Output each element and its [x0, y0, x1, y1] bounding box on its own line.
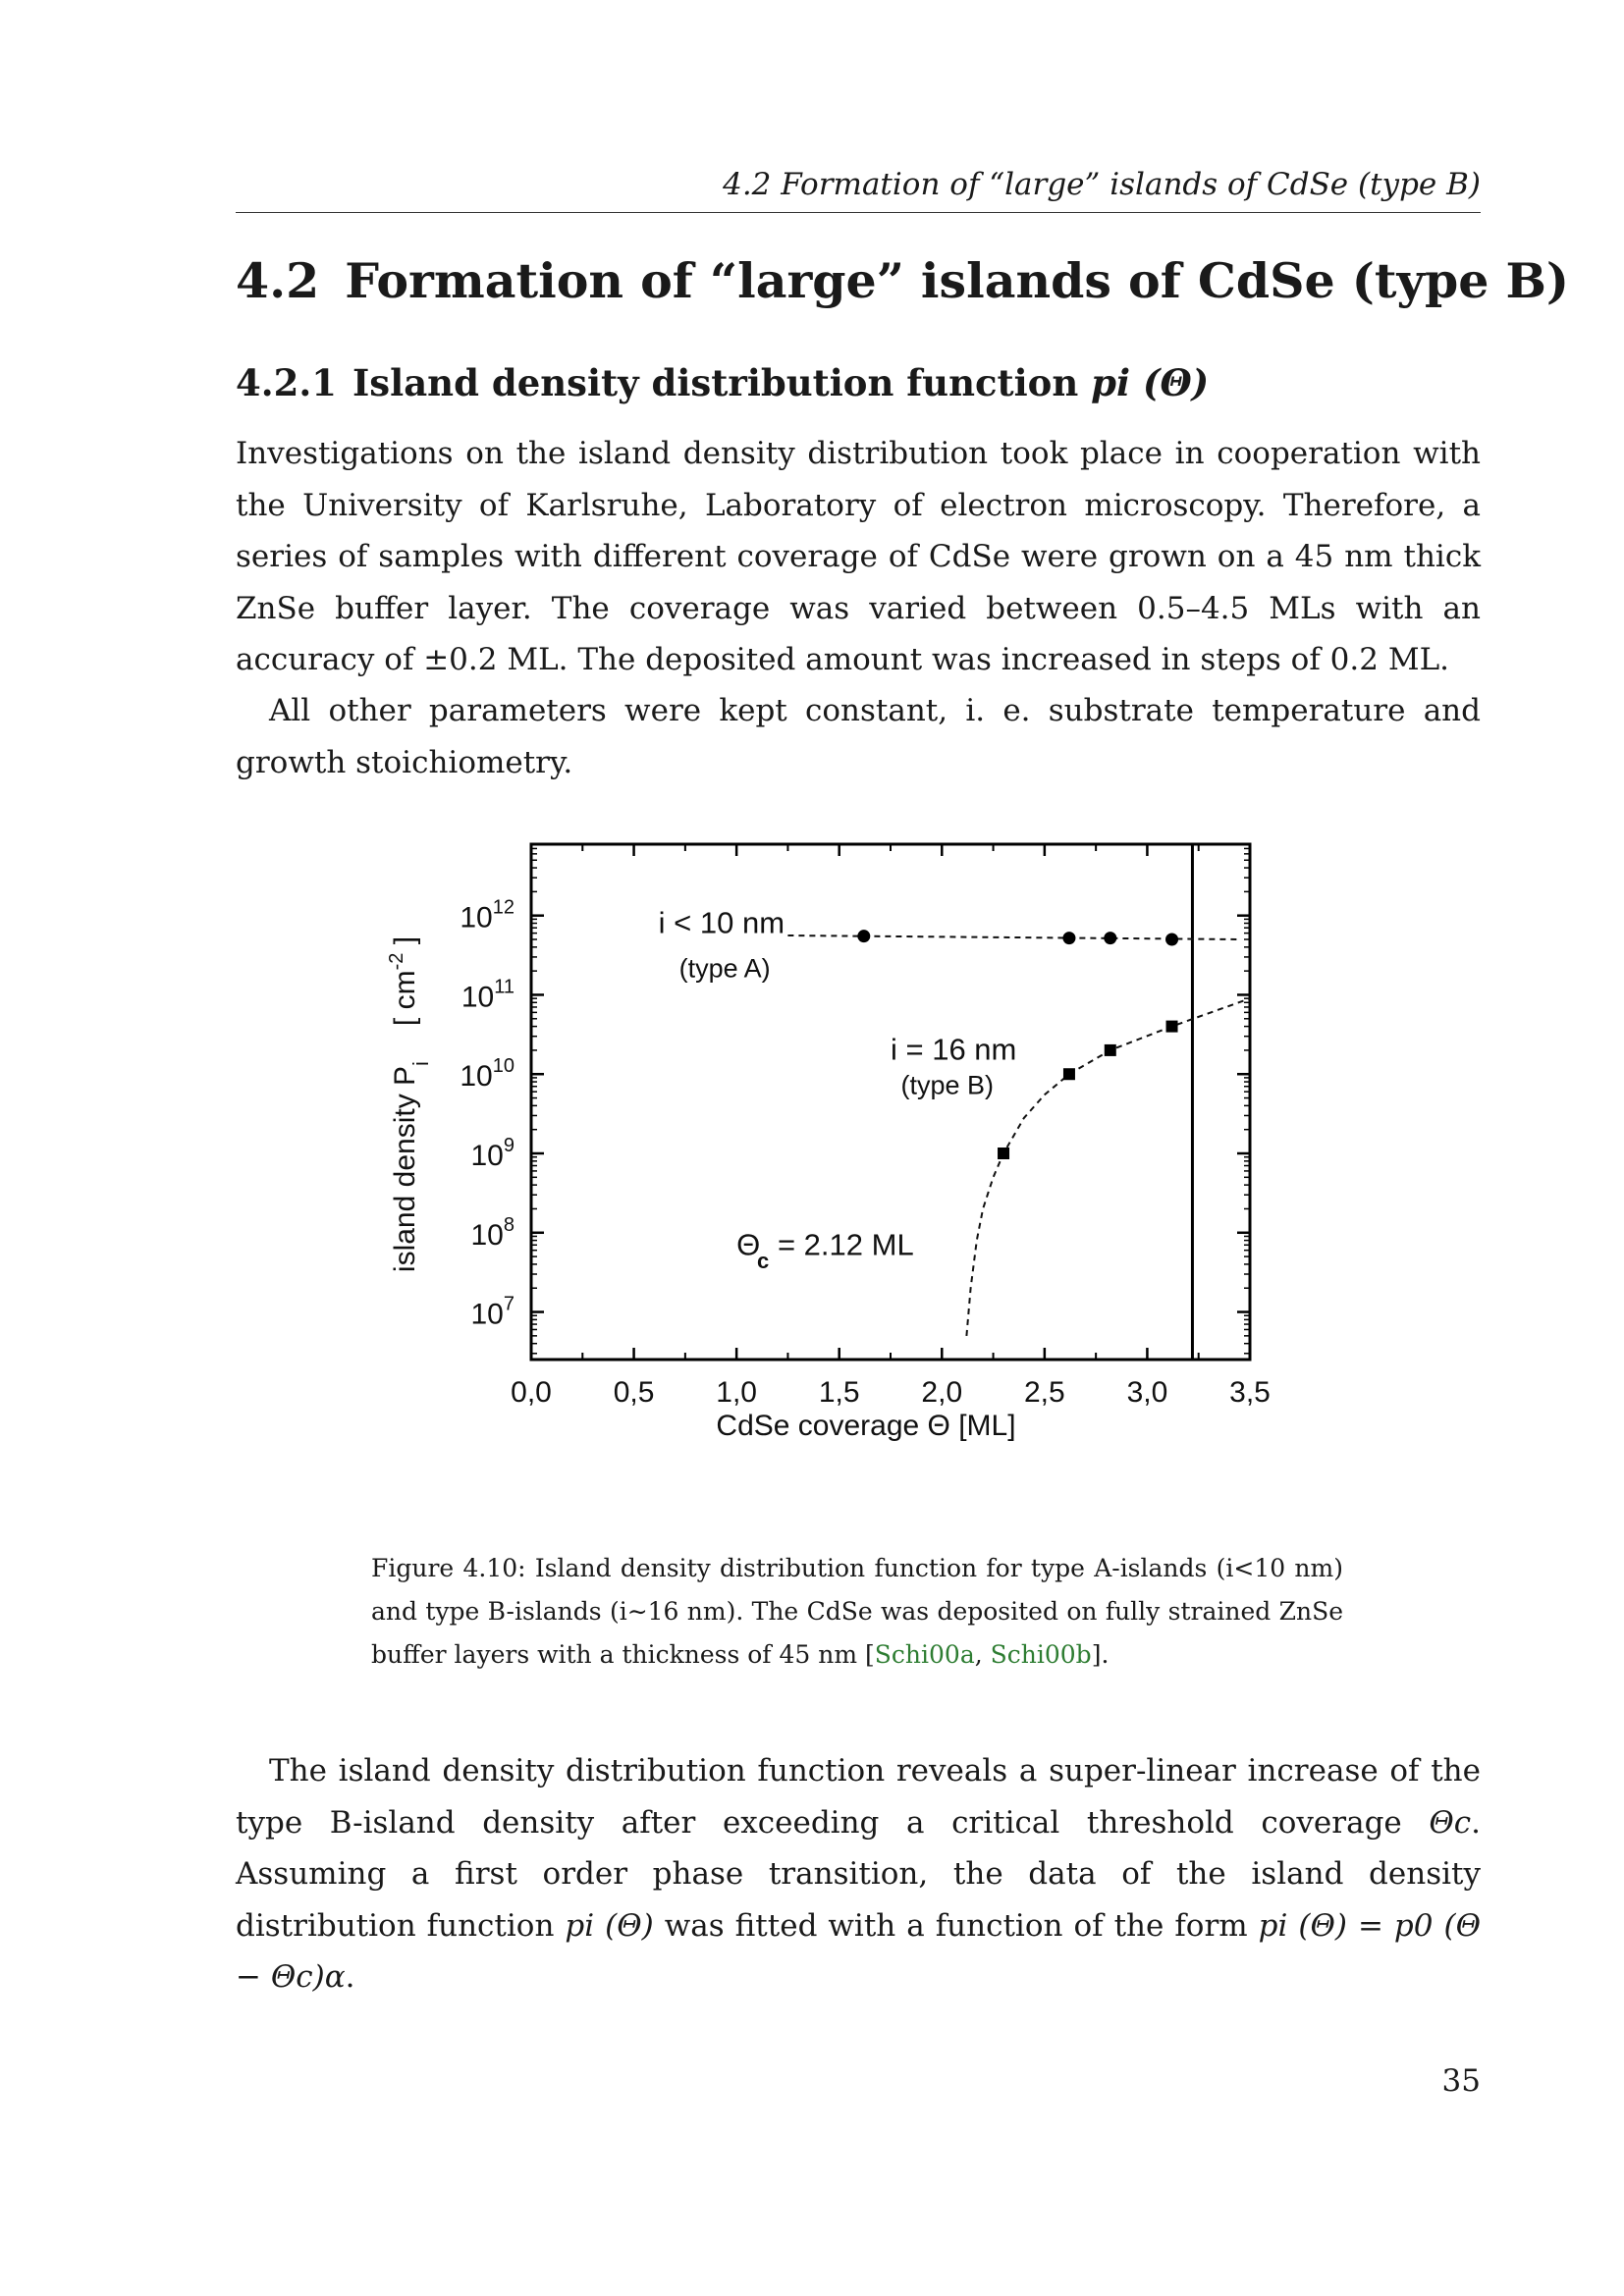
annotation-3: (type B) [900, 1070, 994, 1100]
y-tick-exponent: 8 [503, 1213, 514, 1236]
y-axis-label-unit-close: ] [389, 935, 421, 953]
annotation-6: = 2.12 ML [777, 1227, 914, 1262]
y-tick-base: 10 [470, 1298, 504, 1331]
y-tick-label [460, 897, 514, 934]
paragraph-2 [236, 685, 1481, 788]
section-title [236, 249, 1569, 312]
citation-schi00b[interactable]: Schi00b [990, 1640, 1092, 1669]
subsection-number: 4.2.1 [236, 361, 337, 404]
x-axis-label: CdSe coverage Θ [ML] [716, 1410, 1016, 1442]
y-axis-label-unit: [ cm [389, 970, 421, 1027]
caption-text: Figure 4.10: Island density distribution function for type A-islands (i<10 nm) and type B-islands (i∼16 nm). The CdSe was deposited on fully strained ZnSe buffer layers with a thickness of 45 nm [371, 1554, 1343, 1669]
x-tick-label: 0,0 [511, 1376, 552, 1409]
paragraph-3-part-3: was fitted with a function of the form [653, 1907, 1259, 1944]
paragraph-3-part-4: . [345, 1959, 355, 1995]
y-tick-label [460, 1055, 514, 1093]
x-tick-label: 2,0 [921, 1376, 963, 1409]
y-axis-label-unit-sup: -2 [386, 952, 407, 971]
page-number: 35 [1441, 2063, 1481, 2099]
y-tick-base: 10 [460, 1060, 493, 1094]
annotation-5: c [757, 1249, 770, 1274]
y-axis-label [386, 936, 433, 1272]
paragraph-1: Investigations on the island density distribution took place in cooperation with the University of Karlsruhe, Laboratory of electron microscopy. Therefore, a series of samples with different coverage of CdSe were grown on a 45 nm thick ZnSe buffer layer. The coverage was varied between 0.5–4.5 MLs with an accuracy of ±0.2 ML. The deposited amount was increased in steps of 0.2 ML. [236, 436, 1481, 677]
data-point-type-b [1105, 1044, 1116, 1056]
data-point-type-a [857, 930, 870, 942]
y-tick-exponent: 9 [503, 1135, 514, 1156]
figure-caption [371, 1547, 1343, 1677]
header-rule [236, 212, 1481, 213]
caption-bracket-open: [ [865, 1640, 875, 1669]
y-tick-base: 10 [460, 981, 495, 1014]
y-tick-label [461, 976, 514, 1013]
section-title-text: Formation of “large” islands of CdSe (type B) [345, 252, 1570, 309]
y-tick-exponent: 11 [494, 976, 514, 998]
data-point-type-a [1104, 932, 1116, 944]
y-tick-exponent: 12 [492, 896, 514, 919]
annotations [659, 905, 1017, 1273]
data-point-type-b [1166, 1021, 1178, 1033]
x-tick-label: 2,5 [1023, 1376, 1065, 1409]
annotation-2: i = 16 nm [891, 1032, 1017, 1067]
y-tick-exponent: 7 [503, 1293, 514, 1315]
svg-text:island density Pi[ cm-2 ] [386, 936, 433, 1272]
math-fit-function: pi (Θ) = p0 (Θ − Θc)α [236, 1907, 1481, 1995]
citation-schi00a[interactable]: Schi00a [874, 1640, 975, 1669]
annotation-0: i < 10 nm [658, 905, 785, 940]
annotation-4: Θ [736, 1227, 761, 1262]
y-tick-base: 10 [470, 1218, 504, 1252]
data-point-type-a [1062, 932, 1075, 944]
data-point-type-a [1165, 934, 1178, 946]
x-tick-label: 3,5 [1229, 1376, 1271, 1409]
x-tick-label: 3,0 [1126, 1376, 1168, 1409]
y-tick-label [471, 1214, 515, 1252]
subsection-title-text: Island density distribution function [352, 361, 1079, 404]
section-number: 4.2 [236, 252, 320, 309]
y-tick-base: 10 [460, 901, 493, 934]
island-density-chart [386, 825, 1335, 1512]
fit-curves [787, 935, 1250, 1336]
y-tick-exponent: 10 [492, 1055, 514, 1078]
math-pi-theta: pi (Θ) [565, 1907, 654, 1944]
paragraph-2-text: All other parameters were kept constant, i. e. substrate temperature and growth stoichiometry. [236, 693, 1481, 780]
data-point-type-b [1063, 1068, 1075, 1080]
tick-labels [460, 897, 1270, 1409]
y-tick-label [471, 1135, 515, 1172]
math-theta-c: Θc [1429, 1804, 1472, 1841]
y-tick-label [471, 1294, 515, 1331]
paragraph-3-part-2: . Assuming a first order phase transition, the data of the island density distribution function [236, 1804, 1481, 1944]
x-tick-label: 0,5 [613, 1376, 655, 1409]
y-axis-label-main: island density P [389, 1065, 421, 1273]
paragraph-3 [236, 1745, 1481, 2003]
x-tick-label: 1,5 [818, 1376, 860, 1409]
figure-4-10 [386, 825, 1335, 1512]
plot-frame [531, 844, 1250, 1360]
data-point-type-b [998, 1148, 1009, 1159]
running-head: 4.2 Formation of “large” islands of CdSe (type B) [723, 167, 1481, 202]
paragraph-3-part-1: The island density distribution function reveals a super-linear increase of the type B-island density after exceeding a critical threshold coverage [236, 1753, 1481, 1841]
annotation-1: (type A) [678, 953, 771, 984]
subsection-title [236, 357, 1209, 408]
y-tick-base: 10 [470, 1140, 504, 1172]
axis-ticks [531, 844, 1250, 1360]
y-axis-label-sub: i [408, 1061, 433, 1066]
x-tick-label: 1,0 [716, 1376, 758, 1409]
subsection-math: pi (Θ) [1091, 361, 1210, 404]
caption-separator: , [974, 1640, 991, 1669]
caption-bracket-close: ]. [1091, 1640, 1110, 1669]
